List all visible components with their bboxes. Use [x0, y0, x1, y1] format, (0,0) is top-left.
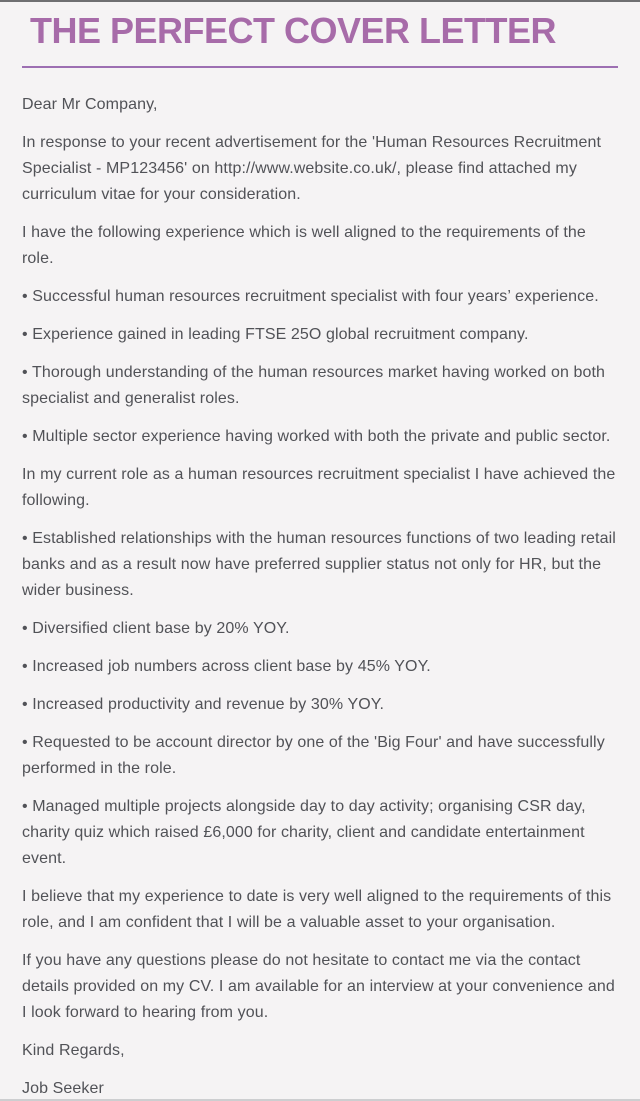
paragraph-summary: I believe that my experience to date is very well aligned to the requirements of this role, and I am confident that I will be a valuable asset to your organisation. — [22, 888, 612, 931]
signature: Job Seeker — [22, 1080, 104, 1097]
bullet-item: • Established relationships with the human resources functions of two leading retail banks and as a result now have preferred supplier status not only for HR, but the wider business. — [22, 530, 616, 599]
bullet-item: • Multiple sector experience having worked with both the private and public sector. — [22, 428, 611, 445]
bullet-item: • Diversified client base by 20% YOY. — [22, 620, 290, 637]
bullet-item: • Managed multiple projects alongside day to day activity; organising CSR day, charity quiz which raised £6,000 for charity, client and candidate entertainment event. — [22, 798, 586, 867]
bullet-item: • Increased job numbers across client base by 45% YOY. — [22, 658, 431, 675]
bullet-item: • Successful human resources recruitment specialist with four years’ experience. — [22, 288, 599, 305]
title-divider — [22, 66, 618, 68]
paragraph-experience-lead: I have the following experience which is well aligned to the requirements of the role. — [22, 224, 586, 267]
letter-body — [22, 92, 618, 1101]
paragraph-contact: If you have any questions please do not hesitate to contact me via the contact details provided on my CV. I am available for an interview at your convenience and I look forward to hearing from you. — [22, 952, 615, 1021]
paragraph-intro: In response to your recent advertisement for the 'Human Resources Recruitment Specialist - MP123456' on http://www.website.co.uk/, please find attached my curriculum vitae for your consideration. — [22, 134, 602, 203]
bullet-item: • Requested to be account director by one of the 'Big Four' and have successfully performed in the role. — [22, 734, 605, 777]
closing: Kind Regards, — [22, 1042, 125, 1059]
cover-letter-document — [0, 2, 640, 1099]
bullet-item: • Experience gained in leading FTSE 25O global recruitment company. — [22, 326, 529, 343]
bullet-item: • Increased productivity and revenue by 30% YOY. — [22, 696, 385, 713]
page-title: THE PERFECT COVER LETTER — [30, 10, 557, 51]
bullet-item: • Thorough understanding of the human resources market having worked on both specialist and generalist roles. — [22, 364, 606, 407]
salutation: Dear Mr Company, — [22, 96, 158, 113]
paragraph-achievements-lead: In my current role as a human resources recruitment specialist I have achieved the following. — [22, 466, 616, 509]
